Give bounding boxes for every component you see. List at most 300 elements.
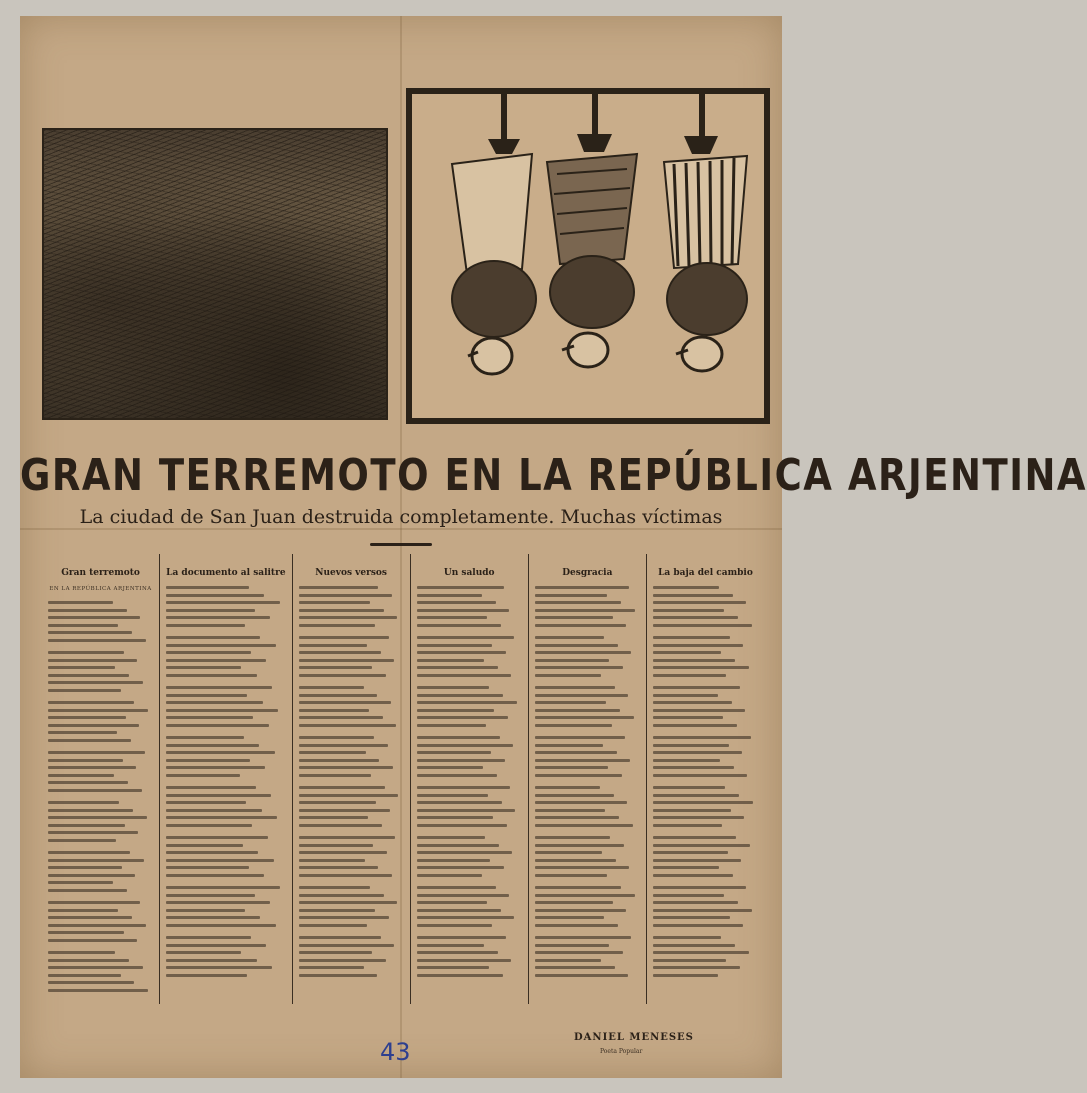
verse-line bbox=[299, 616, 398, 619]
verse-line bbox=[166, 601, 279, 604]
verse-line bbox=[166, 794, 271, 797]
verse-line bbox=[48, 631, 132, 634]
verse-line bbox=[299, 951, 373, 954]
broadside-sheet bbox=[20, 16, 1087, 1078]
verse-line bbox=[166, 809, 262, 812]
verse-line bbox=[417, 909, 501, 912]
verse-line bbox=[48, 859, 144, 862]
verse-line bbox=[166, 851, 258, 854]
verse-text-block bbox=[653, 586, 758, 986]
verse-line bbox=[653, 616, 738, 619]
verse-line bbox=[417, 824, 507, 827]
verse-line bbox=[653, 816, 744, 819]
verse-line bbox=[535, 609, 635, 612]
verse-line bbox=[48, 624, 118, 627]
verse-line bbox=[417, 624, 501, 627]
verse-line bbox=[48, 874, 135, 877]
verse-line bbox=[166, 666, 241, 669]
verse-line bbox=[653, 851, 728, 854]
verse-line bbox=[417, 936, 506, 939]
verse-column-4 bbox=[410, 554, 528, 1004]
verse-line bbox=[535, 959, 601, 962]
verse-line bbox=[535, 916, 604, 919]
verse-line bbox=[653, 694, 718, 697]
column-title: La baja del cambio bbox=[658, 568, 753, 578]
verse-line bbox=[535, 951, 623, 954]
verse-line bbox=[299, 609, 384, 612]
verse-line bbox=[417, 951, 498, 954]
verse-line bbox=[48, 924, 146, 927]
verse-line bbox=[417, 874, 482, 877]
verse-line bbox=[653, 874, 733, 877]
verse-line bbox=[48, 751, 145, 754]
verse-column-3 bbox=[292, 554, 410, 1004]
verse-line bbox=[535, 594, 608, 597]
column-title: Nuevos versos bbox=[315, 568, 387, 578]
verse-line bbox=[535, 794, 614, 797]
verse-line bbox=[653, 809, 731, 812]
verse-line bbox=[166, 824, 252, 827]
verse-line bbox=[166, 594, 264, 597]
stanza-gap bbox=[653, 981, 758, 986]
verse-line bbox=[535, 859, 616, 862]
verse-line bbox=[653, 674, 727, 677]
verse-line bbox=[417, 744, 514, 747]
verse-line bbox=[417, 766, 483, 769]
verse-line bbox=[48, 974, 121, 977]
verse-line bbox=[417, 674, 512, 677]
verse-line bbox=[166, 816, 277, 819]
verse-line bbox=[417, 816, 494, 819]
verse-line bbox=[417, 866, 504, 869]
verse-line bbox=[299, 674, 386, 677]
verse-line bbox=[48, 866, 122, 869]
verse-line bbox=[166, 774, 240, 777]
verse-line bbox=[535, 636, 604, 639]
hanging-figures-woodcut bbox=[406, 88, 770, 424]
verse-line bbox=[417, 616, 487, 619]
verse-line bbox=[535, 809, 605, 812]
verse-line bbox=[535, 744, 603, 747]
verse-line bbox=[166, 586, 248, 589]
poster-subtitle: La ciudad de San Juan destruida completamente. Muchas víctimas bbox=[79, 506, 723, 528]
verse-line bbox=[535, 974, 629, 977]
verse-line bbox=[166, 866, 248, 869]
verse-line bbox=[299, 659, 395, 662]
verse-line bbox=[535, 866, 630, 869]
verse-line bbox=[417, 694, 503, 697]
verse-line bbox=[48, 801, 119, 804]
verse-line bbox=[653, 659, 735, 662]
stanza-gap bbox=[48, 996, 153, 1001]
verse-text-block bbox=[535, 586, 640, 986]
verse-line bbox=[653, 624, 752, 627]
verse-line bbox=[653, 586, 719, 589]
verse-line bbox=[166, 859, 274, 862]
verse-line bbox=[653, 916, 730, 919]
verse-line bbox=[417, 709, 495, 712]
verse-line bbox=[299, 894, 384, 897]
verse-line bbox=[299, 909, 376, 912]
verse-line bbox=[653, 924, 743, 927]
verse-line bbox=[48, 716, 126, 719]
verse-line bbox=[166, 616, 270, 619]
verse-line bbox=[299, 759, 380, 762]
verse-column-1 bbox=[42, 554, 159, 1004]
verse-line bbox=[653, 859, 741, 862]
verse-line bbox=[535, 716, 634, 719]
verse-line bbox=[166, 709, 278, 712]
verse-line bbox=[535, 644, 618, 647]
verse-line bbox=[299, 644, 367, 647]
verse-line bbox=[653, 886, 747, 889]
verse-column-2 bbox=[159, 554, 291, 1004]
verse-line bbox=[166, 936, 251, 939]
verse-line bbox=[299, 666, 373, 669]
verse-line bbox=[299, 651, 381, 654]
verse-line bbox=[535, 751, 617, 754]
verse-line bbox=[417, 594, 482, 597]
verse-line bbox=[166, 916, 260, 919]
verse-line bbox=[48, 701, 134, 704]
verse-line bbox=[48, 616, 140, 619]
verse-line bbox=[166, 886, 279, 889]
verse-line bbox=[48, 709, 148, 712]
verse-line bbox=[48, 831, 138, 834]
verse-line bbox=[299, 724, 397, 727]
verse-line bbox=[417, 666, 498, 669]
verse-line bbox=[299, 801, 377, 804]
verse-line bbox=[535, 694, 629, 697]
verse-line bbox=[417, 686, 490, 689]
verse-line bbox=[417, 901, 487, 904]
verse-line bbox=[535, 966, 615, 969]
verse-line bbox=[653, 844, 750, 847]
verse-line bbox=[417, 801, 502, 804]
verse-line bbox=[417, 916, 515, 919]
verse-line bbox=[166, 966, 272, 969]
verse-line bbox=[417, 736, 500, 739]
verse-line bbox=[535, 674, 601, 677]
verse-line bbox=[299, 866, 379, 869]
verse-line bbox=[48, 931, 124, 934]
verse-line bbox=[417, 844, 499, 847]
verse-line bbox=[417, 786, 511, 789]
verse-line bbox=[48, 951, 115, 954]
verse-line bbox=[48, 681, 143, 684]
handwritten-catalog-number: 43 bbox=[380, 1038, 411, 1066]
verse-line bbox=[535, 766, 609, 769]
verse-line bbox=[653, 594, 733, 597]
title-divider bbox=[370, 543, 432, 546]
verse-line bbox=[535, 874, 608, 877]
verse-line bbox=[535, 724, 612, 727]
verse-line bbox=[299, 836, 396, 839]
verse-line bbox=[535, 586, 630, 589]
verse-line bbox=[166, 909, 245, 912]
verse-line bbox=[166, 694, 247, 697]
verse-line bbox=[166, 624, 245, 627]
verse-line bbox=[299, 859, 365, 862]
verse-line bbox=[299, 824, 382, 827]
verse-line bbox=[48, 939, 137, 942]
verse-line bbox=[417, 644, 493, 647]
verse-line bbox=[48, 989, 148, 992]
verse-line bbox=[48, 966, 143, 969]
verse-line bbox=[299, 936, 381, 939]
verse-line bbox=[48, 724, 139, 727]
verse-line bbox=[417, 859, 491, 862]
verse-line bbox=[166, 716, 253, 719]
verse-line bbox=[417, 886, 496, 889]
verse-line bbox=[299, 751, 366, 754]
verse-line bbox=[299, 974, 378, 977]
verse-line bbox=[299, 794, 399, 797]
verse-line bbox=[299, 816, 368, 819]
verse-line bbox=[653, 959, 727, 962]
verse-line bbox=[653, 736, 751, 739]
verse-line bbox=[166, 894, 254, 897]
verse-line bbox=[535, 601, 621, 604]
verse-line bbox=[48, 731, 117, 734]
verse-line bbox=[417, 601, 496, 604]
verse-line bbox=[417, 586, 504, 589]
verse-line bbox=[535, 901, 613, 904]
city-aerial-engraving bbox=[42, 128, 388, 420]
verse-line bbox=[166, 686, 272, 689]
verse-line bbox=[166, 844, 242, 847]
verse-line bbox=[653, 974, 718, 977]
verse-line bbox=[166, 944, 266, 947]
verse-line bbox=[417, 894, 509, 897]
verse-line bbox=[48, 766, 136, 769]
verse-line bbox=[299, 874, 393, 877]
verse-line bbox=[299, 716, 383, 719]
verse-line bbox=[653, 944, 735, 947]
verse-line bbox=[653, 716, 723, 719]
verse-line bbox=[417, 851, 513, 854]
verse-line bbox=[166, 959, 257, 962]
verse-line bbox=[48, 639, 146, 642]
verse-line bbox=[653, 751, 742, 754]
verse-line bbox=[535, 936, 632, 939]
stanza-gap bbox=[166, 981, 285, 986]
verse-line bbox=[166, 751, 275, 754]
verse-line bbox=[417, 836, 485, 839]
verse-line bbox=[299, 944, 395, 947]
verse-line bbox=[417, 636, 515, 639]
verse-line bbox=[299, 959, 386, 962]
author-signature: DANIEL MENESES bbox=[574, 1032, 694, 1043]
verse-line bbox=[535, 736, 625, 739]
verse-line bbox=[48, 601, 113, 604]
verse-line bbox=[299, 786, 385, 789]
verse-line bbox=[166, 736, 244, 739]
verse-line bbox=[299, 851, 387, 854]
verse-line bbox=[48, 689, 121, 692]
verse-line bbox=[48, 889, 127, 892]
verse-line bbox=[299, 966, 364, 969]
column-title: Un saludo bbox=[443, 568, 495, 578]
verse-line bbox=[535, 924, 618, 927]
verse-line bbox=[653, 636, 730, 639]
verse-line bbox=[48, 739, 131, 742]
verse-line bbox=[535, 659, 610, 662]
verse-line bbox=[653, 774, 748, 777]
verse-line bbox=[166, 744, 259, 747]
verse-line bbox=[166, 759, 250, 762]
verse-line bbox=[299, 594, 393, 597]
verse-line bbox=[48, 666, 115, 669]
verse-line bbox=[166, 836, 268, 839]
stanza-gap bbox=[535, 981, 640, 986]
verse-line bbox=[653, 824, 722, 827]
verse-line bbox=[48, 781, 128, 784]
verse-line bbox=[535, 624, 626, 627]
stanza-gap bbox=[417, 981, 522, 986]
verse-line bbox=[417, 716, 508, 719]
verse-line bbox=[653, 766, 734, 769]
verse-line bbox=[653, 836, 736, 839]
verse-columns bbox=[42, 554, 764, 1004]
verse-line bbox=[48, 816, 147, 819]
verse-line bbox=[653, 901, 738, 904]
verse-line bbox=[417, 751, 492, 754]
verse-line bbox=[535, 701, 606, 704]
stanza-gap bbox=[299, 981, 404, 986]
verse-line bbox=[48, 759, 123, 762]
verse-line bbox=[166, 674, 257, 677]
verse-line bbox=[535, 666, 623, 669]
verse-line bbox=[48, 901, 140, 904]
verse-line bbox=[48, 916, 132, 919]
verse-line bbox=[653, 651, 721, 654]
verse-line bbox=[166, 651, 251, 654]
verse-line bbox=[653, 794, 739, 797]
verse-line bbox=[535, 616, 613, 619]
verse-line bbox=[417, 609, 509, 612]
verse-line bbox=[653, 866, 719, 869]
verse-line bbox=[48, 881, 113, 884]
verse-line bbox=[166, 636, 260, 639]
column-title: Desgracia bbox=[562, 568, 613, 578]
verse-line bbox=[417, 924, 493, 927]
verse-line bbox=[48, 809, 133, 812]
verse-line bbox=[48, 774, 114, 777]
verse-line bbox=[653, 724, 737, 727]
poster-title: GRAN TERREMOTO EN LA REPÚBLICA ARJENTINA bbox=[20, 450, 1087, 501]
verse-line bbox=[166, 786, 256, 789]
verse-column-5 bbox=[528, 554, 646, 1004]
verse-line bbox=[299, 701, 391, 704]
verse-line bbox=[535, 709, 620, 712]
verse-line bbox=[653, 666, 749, 669]
verse-line bbox=[417, 774, 497, 777]
column-dedication: EN LA REPÚBLICA ARJENTINA bbox=[49, 586, 152, 592]
verse-line bbox=[166, 974, 247, 977]
verse-line bbox=[653, 936, 721, 939]
verse-line bbox=[299, 774, 372, 777]
verse-line bbox=[48, 651, 124, 654]
verse-line bbox=[535, 851, 602, 854]
verse-line bbox=[48, 824, 125, 827]
verse-line bbox=[535, 894, 635, 897]
verse-line bbox=[299, 916, 389, 919]
verse-line bbox=[653, 909, 752, 912]
verse-line bbox=[166, 724, 269, 727]
verse-line bbox=[653, 759, 720, 762]
verse-line bbox=[166, 924, 276, 927]
verse-line bbox=[653, 601, 747, 604]
verse-line bbox=[417, 794, 488, 797]
verse-line bbox=[653, 744, 729, 747]
verse-line bbox=[299, 809, 390, 812]
verse-line bbox=[535, 786, 600, 789]
verse-line bbox=[417, 974, 503, 977]
verse-line bbox=[299, 694, 378, 697]
verse-line bbox=[48, 659, 137, 662]
verse-line bbox=[535, 844, 624, 847]
verse-line bbox=[299, 886, 370, 889]
verse-line bbox=[535, 909, 626, 912]
verse-line bbox=[166, 874, 264, 877]
verse-line bbox=[417, 944, 484, 947]
verse-line bbox=[299, 901, 398, 904]
verse-line bbox=[48, 959, 129, 962]
verse-line bbox=[535, 944, 610, 947]
verse-line bbox=[535, 759, 631, 762]
verse-line bbox=[299, 586, 379, 589]
column-title: La documento al salitre bbox=[166, 568, 286, 578]
verse-line bbox=[535, 886, 621, 889]
verse-line bbox=[417, 959, 512, 962]
verse-line bbox=[48, 789, 142, 792]
verse-line bbox=[653, 894, 724, 897]
verse-line bbox=[166, 801, 246, 804]
verse-line bbox=[535, 651, 632, 654]
verse-line bbox=[417, 809, 516, 812]
verse-line bbox=[299, 686, 364, 689]
verse-line bbox=[535, 774, 622, 777]
verse-line bbox=[166, 644, 276, 647]
verse-line bbox=[48, 839, 116, 842]
verse-line bbox=[299, 601, 370, 604]
verse-line bbox=[535, 836, 611, 839]
verse-text-block bbox=[48, 601, 153, 1001]
column-title: Gran terremoto bbox=[61, 568, 140, 578]
verse-line bbox=[653, 701, 732, 704]
verse-line bbox=[417, 659, 484, 662]
verse-line bbox=[417, 651, 506, 654]
verse-line bbox=[299, 766, 394, 769]
verse-line bbox=[48, 851, 130, 854]
verse-line bbox=[653, 609, 724, 612]
verse-text-block bbox=[417, 586, 522, 986]
verse-line bbox=[299, 924, 367, 927]
verse-line bbox=[166, 951, 241, 954]
verse-line bbox=[299, 736, 375, 739]
verse-line bbox=[299, 709, 369, 712]
verse-line bbox=[535, 824, 633, 827]
verse-line bbox=[653, 786, 726, 789]
verse-line bbox=[653, 801, 753, 804]
verse-line bbox=[48, 674, 129, 677]
verse-line bbox=[48, 981, 134, 984]
verse-line bbox=[166, 701, 263, 704]
author-title: Poeta Popular bbox=[600, 1048, 643, 1055]
verse-line bbox=[166, 901, 270, 904]
verse-line bbox=[653, 966, 740, 969]
